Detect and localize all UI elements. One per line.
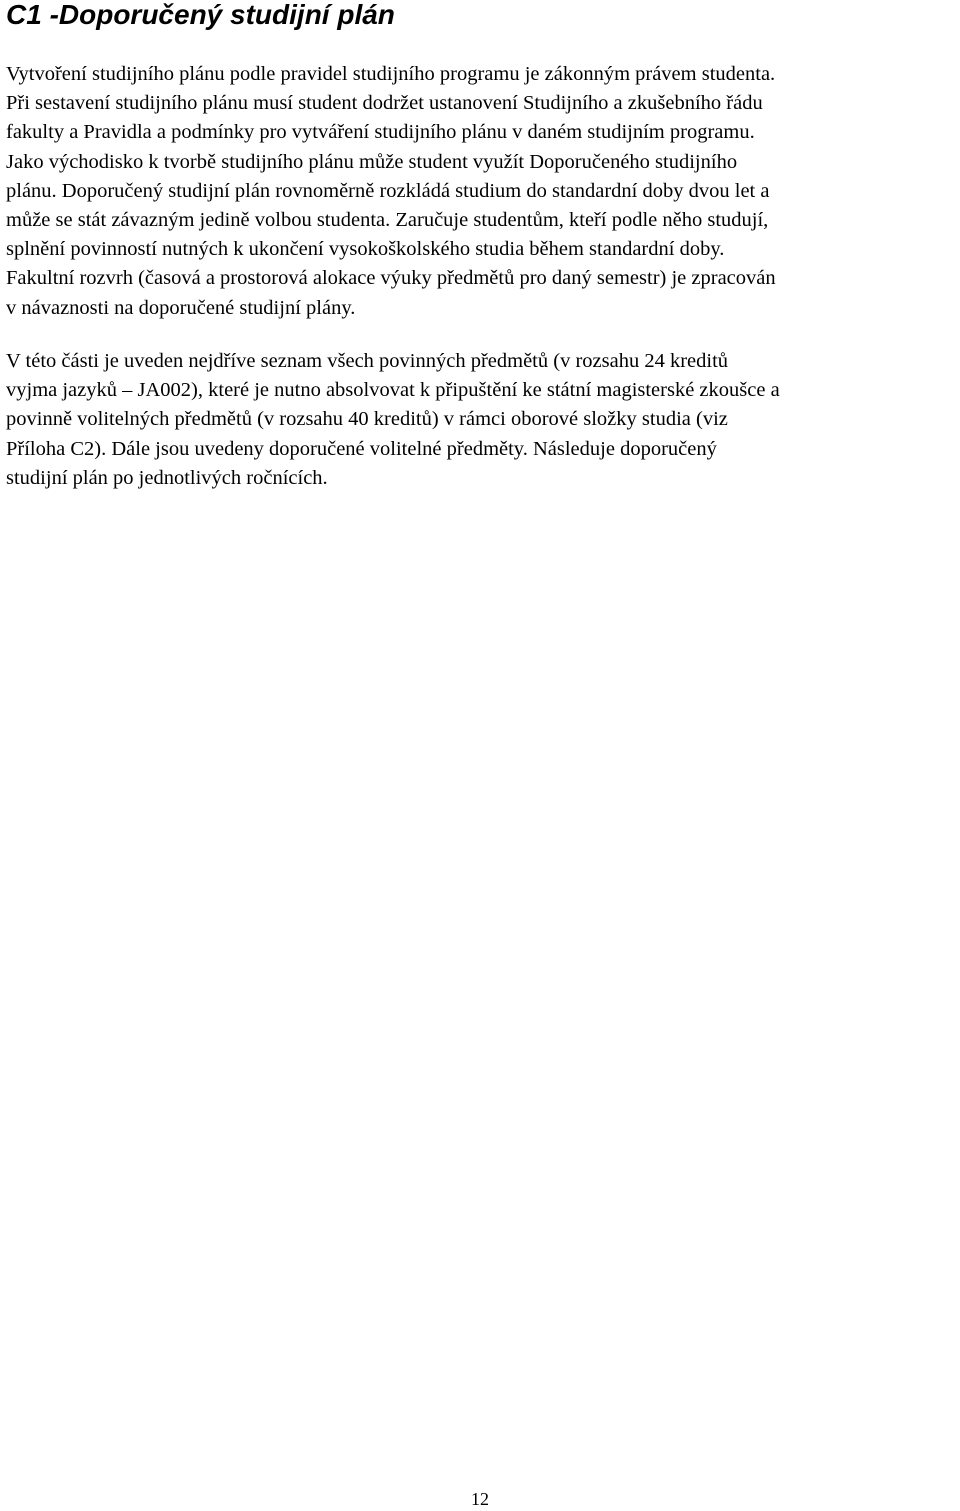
paragraph-line: může se stát závazným jedině volbou studenta. Zaručuje studentům, kteří podle něho studují, [6,209,769,232]
intro-paragraph [6,60,956,323]
paragraph-line: Vytvoření studijního plánu podle pravidel studijního programu je zákonným právem studenta. [6,63,776,85]
paragraph-line: Při sestavení studijního plánu musí student dodržet ustanovení Studijního a zkušebního řádu [6,92,763,115]
paragraph-line: Příloha C2). Dále jsou uvedeny doporučené volitelné předměty. Následuje doporučený [6,437,717,460]
paragraph-line: v návaznosti na doporučené studijní plány. [6,296,356,319]
paragraph-line: fakulty a Pravidla a podmínky pro vytváření studijního plánu v daném studijním programu. [6,121,755,144]
section-heading: C1 -Doporučený studijní plán [6,0,395,30]
paragraph-line: Jako východisko k tvorbě studijního plánu může student využít Doporučeného studijního [6,150,738,173]
paragraph-line: plánu. Doporučený studijní plán rovnoměrně rozkládá studium do standardní doby dvou let a [6,179,770,202]
paragraph-line: studijní plán po jednotlivých ročnících. [6,466,328,489]
paragraph-line: povinně volitelných předmětů (v rozsahu 40 kreditů) v rámci oborové složky studia (viz [6,408,728,431]
course-overview-paragraph [6,347,956,493]
page-number: 12 [471,1489,489,1509]
paragraph-line: Fakultní rozvrh (časová a prostorová alokace výuky předmětů pro daný semestr) je zpracován [6,267,776,290]
paragraph-line: V této části je uveden nejdříve seznam všech povinných předmětů (v rozsahu 24 kreditů [6,350,729,372]
paragraph-line: vyjma jazyků – JA002), které je nutno absolvovat k připuštění ke státní magisterské zkoušce a [6,379,780,402]
paragraph-line: splnění povinností nutných k ukončení vysokoškolského studia během standardní doby. [6,238,725,261]
